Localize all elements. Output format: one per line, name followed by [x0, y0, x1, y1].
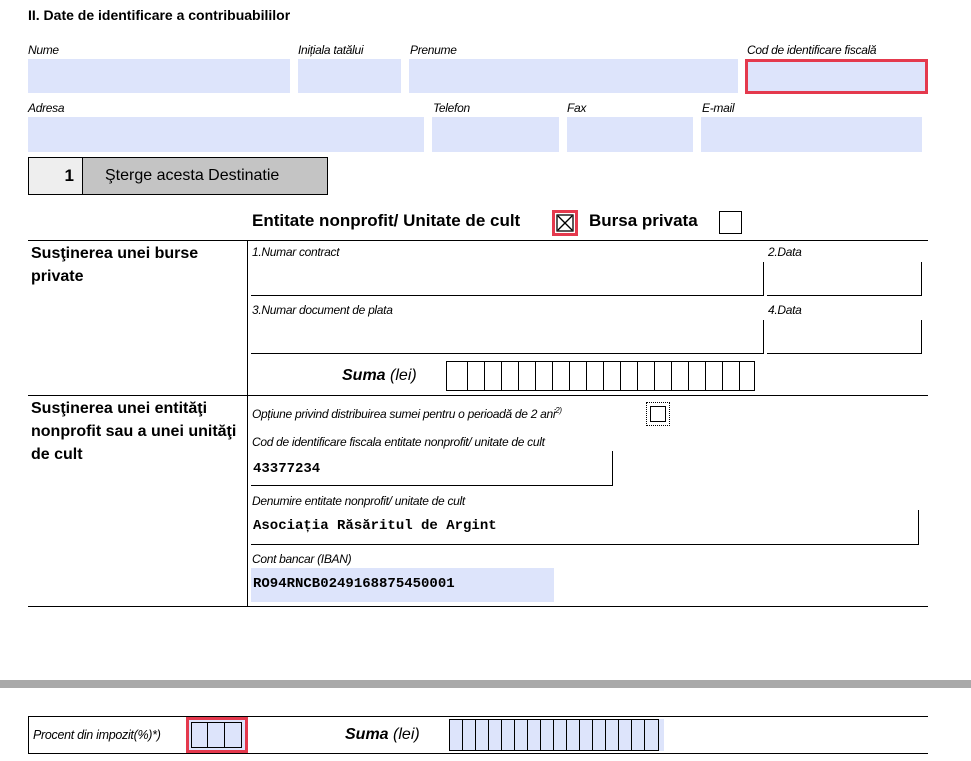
data1-label: 2.Data	[768, 245, 802, 259]
numar-document-input[interactable]	[251, 320, 764, 354]
cod-fiscal-input[interactable]	[745, 59, 928, 94]
footer-left-line	[28, 716, 29, 754]
optiune-sup: 2)	[555, 406, 562, 415]
nume-input[interactable]	[28, 59, 290, 93]
telefon-label: Telefon	[433, 101, 470, 115]
nonprofit-option-label: Entitate nonprofit/ Unitate de cult	[252, 211, 521, 230]
footer-bottom-line	[28, 753, 928, 754]
data1-input[interactable]	[767, 262, 922, 296]
optiune-label	[252, 406, 562, 421]
footer-suma-text: Suma	[345, 726, 389, 743]
bursa-suma-label	[342, 367, 417, 385]
initiala-input[interactable]	[298, 59, 401, 93]
footer-suma-unit: (lei)	[393, 726, 420, 743]
prenume-input[interactable]	[409, 59, 738, 93]
bursa-heading: Susţinerea unei burse private	[31, 245, 199, 285]
optiune-text: Opțiune privind distribuirea sumei pentru o perioadă de 2 ani	[252, 407, 556, 421]
table-top-line	[28, 240, 928, 241]
nonprofit-heading: Susţinerea unei entităţi nonprofit sau a unei unităţi de cult	[31, 400, 237, 463]
denumire-label: Denumire entitate nonprofit/ unitate de cult	[252, 494, 465, 508]
table-divider	[247, 240, 248, 606]
procent-cells	[191, 722, 242, 748]
bursa-suma-text: Suma	[342, 367, 386, 384]
section-divider	[28, 395, 928, 396]
data2-input[interactable]	[767, 320, 922, 354]
cif-value: 43377234	[253, 461, 321, 477]
optiune-checkbox[interactable]	[646, 402, 670, 426]
cif-input[interactable]	[251, 451, 613, 486]
email-label: E-mail	[702, 101, 735, 115]
destination-bar	[28, 157, 328, 195]
nume-label: Nume	[28, 43, 59, 57]
telefon-input[interactable]	[432, 117, 559, 152]
initiala-label: Inițiala tatălui	[298, 43, 364, 57]
numar-contract-input[interactable]	[251, 262, 764, 296]
iban-input[interactable]	[251, 568, 554, 602]
numar-contract-label: 1.Numar contract	[252, 245, 340, 259]
cif-label: Cod de identificare fiscala entitate nonprofit/ unitate de cult	[252, 435, 545, 449]
procent-label: Procent din impozit(%)*)	[33, 728, 161, 742]
fax-input[interactable]	[567, 117, 693, 152]
email-input[interactable]	[701, 117, 922, 152]
denumire-value: Asociația Răsăritul de Argint	[253, 518, 497, 534]
nonprofit-checkbox[interactable]	[552, 210, 578, 236]
footer-top-line	[28, 716, 928, 717]
bursa-option-label: Bursa privata	[589, 211, 698, 230]
delete-destination-button[interactable]: Şterge acesta Destinatie	[83, 158, 327, 194]
fax-label: Fax	[567, 101, 587, 115]
adresa-label: Adresa	[28, 101, 65, 115]
x-mark-icon	[555, 213, 575, 233]
footer-suma-label	[345, 726, 420, 744]
procent-input[interactable]	[186, 717, 248, 753]
footer-suma-cells[interactable]	[449, 719, 664, 751]
destination-number: 1	[29, 158, 83, 194]
bursa-suma-cells[interactable]	[446, 361, 755, 391]
denumire-input[interactable]	[251, 510, 919, 545]
numar-document-label: 3.Numar document de plata	[252, 303, 393, 317]
iban-value: RO94RNCB0249168875450001	[253, 576, 455, 592]
table-bottom-line	[28, 606, 928, 607]
section-title: II. Date de identificare a contribuabililor	[28, 7, 291, 23]
data2-label: 4.Data	[768, 303, 802, 317]
section-separator	[0, 680, 971, 688]
cod-fiscal-label: Cod de identificare fiscală	[747, 43, 877, 57]
adresa-input[interactable]	[28, 117, 424, 152]
bursa-suma-unit: (lei)	[390, 367, 417, 384]
prenume-label: Prenume	[410, 43, 457, 57]
bursa-checkbox[interactable]	[719, 211, 742, 234]
iban-label: Cont bancar (IBAN)	[252, 552, 352, 566]
